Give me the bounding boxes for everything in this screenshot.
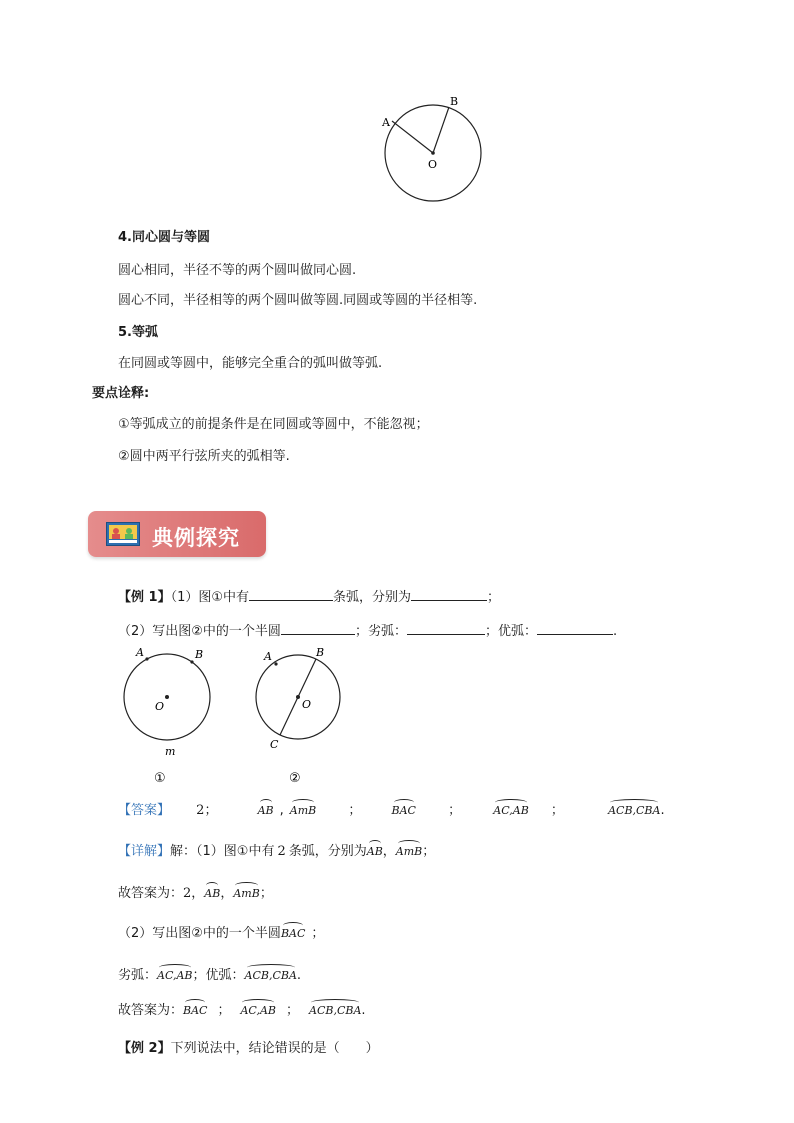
- keypoint-2: ②圆中两平行弦所夹的弧相等.: [118, 449, 290, 464]
- detail-semi-2: ；: [259, 886, 273, 901]
- detail-line-2: [118, 885, 273, 903]
- section-5-heading: 5.等弧: [118, 325, 158, 340]
- fig2-caption: ②: [289, 771, 301, 786]
- detail-line-4-a: 劣弧：: [118, 968, 158, 983]
- classroom-icon: [106, 522, 140, 546]
- blank-arcs[interactable]: [411, 586, 487, 601]
- fig-top-label-o: O: [428, 158, 438, 171]
- answer-semicircle: BAC: [392, 802, 416, 820]
- fig2-label-c: C: [270, 738, 279, 751]
- example-1-line-1: [118, 586, 500, 607]
- detail-minor-arcs: AC,AB: [157, 967, 193, 985]
- detail-label: 【详解】: [118, 844, 171, 859]
- detail-line-1-b: 条弧，分别为: [288, 844, 367, 859]
- section-5-line-1: 在同圆或等圆中，能够完全重合的弧叫做等弧.: [118, 356, 383, 371]
- section-4-line-2: 圆心不同，半径相等的两个圆叫做等圆.同圆或等圆的半径相等.: [118, 293, 478, 308]
- example-1-tag: 【例 1】: [118, 590, 171, 605]
- fig2-label-a: A: [264, 650, 272, 663]
- fig1-label-b: B: [195, 648, 204, 661]
- answer-line: 【答案】 2； AB , AmB ； BAC ； AC,AB ； ACB,CBA.: [118, 803, 665, 818]
- answer-sep-4: ；: [550, 803, 564, 818]
- detail-semi-5a: ；: [217, 1003, 231, 1018]
- example-2-text: 下列说法中，结论错误的是（ ）: [170, 1041, 379, 1056]
- fig-top-label-a: A: [382, 116, 390, 129]
- detail-line-4: [118, 967, 301, 985]
- blank-arc-count[interactable]: [249, 586, 333, 601]
- detail-semi-3: ；: [311, 926, 325, 941]
- example-2-line: [118, 1040, 379, 1058]
- detail-5-major: ACB,CBA: [309, 1002, 361, 1020]
- answer-sep-2: ；: [348, 803, 362, 818]
- answer-sep-1: ；: [204, 803, 218, 818]
- example-2-tag: 【例 2】: [118, 1041, 171, 1056]
- detail-line-1-count: 2: [277, 844, 286, 859]
- fig2-label-b: B: [316, 646, 325, 659]
- detail-comma-1: ，: [382, 844, 396, 859]
- detail-line-5-end: .: [361, 1003, 366, 1018]
- answer-end: .: [660, 803, 665, 818]
- circle-figure-top: [372, 92, 492, 207]
- blank-major-arc[interactable]: [537, 620, 613, 635]
- detail-5-minor: AC,AB: [240, 1002, 276, 1020]
- fig1-label-o: O: [155, 700, 165, 713]
- answer-sep-3: ；: [448, 803, 462, 818]
- detail-semicircle: BAC: [281, 925, 305, 943]
- detail-line-4-b: ；优弧：: [192, 968, 245, 983]
- detail-major-arcs: ACB,CBA: [245, 967, 297, 985]
- section-4-line-1: 圆心相同，半径不等的两个圆叫做同心圆.: [118, 263, 357, 278]
- detail-arc-amb: AmB: [396, 843, 422, 861]
- detail-line-4-end: .: [296, 968, 302, 983]
- answer-count: 2: [196, 803, 205, 818]
- answer-arc-ab: AB: [258, 802, 274, 820]
- detail-line-5-a: 故答案为：: [118, 1003, 184, 1018]
- keypoint-1: ①等弧成立的前提条件是在同圆或等圆中，不能忽视；: [118, 417, 429, 432]
- section-banner: [88, 511, 266, 557]
- detail-line-2-count: 2，: [183, 886, 205, 901]
- detail-semi-1: ；: [422, 844, 436, 859]
- example-1-q2-c: ；优弧：: [484, 624, 537, 639]
- answer-arc-amb: AmB: [290, 802, 316, 820]
- fig1-label-a: A: [136, 646, 144, 659]
- example-1-line-2: [118, 620, 617, 641]
- fig-top-label-b: B: [450, 95, 459, 108]
- answer-minor-arcs: AC,AB: [493, 802, 529, 820]
- fig1-caption: ①: [154, 771, 166, 786]
- figure-2: [245, 642, 355, 787]
- detail-comma-2: ，: [220, 886, 234, 901]
- example-1-q2-end: .: [612, 624, 618, 639]
- blank-semicircle[interactable]: [281, 620, 355, 635]
- banner-title: 典例探究: [152, 526, 240, 550]
- detail-arc-ab: AB: [367, 843, 383, 861]
- fig2-label-o: O: [302, 698, 312, 711]
- section-4-heading: 4.同心圆与等圆: [118, 230, 210, 245]
- answer-major-arcs: ACB,CBA: [608, 802, 660, 820]
- detail-2-arc-ab: AB: [204, 885, 220, 903]
- detail-line-1: [118, 843, 435, 861]
- example-1-q2-a: （2）写出图②中的一个半圆: [118, 624, 281, 639]
- detail-2-arc-amb: AmB: [233, 885, 259, 903]
- detail-line-2-a: 故答案为：: [118, 886, 184, 901]
- example-1-q1-a: （1）图①中有: [170, 590, 250, 605]
- detail-semi-5b: ；: [285, 1003, 299, 1018]
- blank-minor-arc[interactable]: [407, 620, 485, 635]
- example-1-q1-b: 条弧，分别为: [333, 590, 412, 605]
- detail-line-1-a: 解：（1）图①中有: [170, 844, 275, 859]
- answer-label: 【答案】: [118, 803, 171, 818]
- detail-line-5: [118, 1002, 366, 1020]
- detail-line-3: [118, 925, 324, 943]
- example-1-q2-b: ；劣弧：: [354, 624, 407, 639]
- keypoints-heading: 要点诠释:: [92, 386, 150, 401]
- figure-1: [112, 642, 222, 787]
- detail-5-semicircle: BAC: [183, 1002, 207, 1020]
- detail-line-3-a: （2）写出图②中的一个半圆: [118, 926, 281, 941]
- example-1-q1-end: ；: [487, 590, 501, 605]
- fig1-label-m: m: [165, 745, 176, 758]
